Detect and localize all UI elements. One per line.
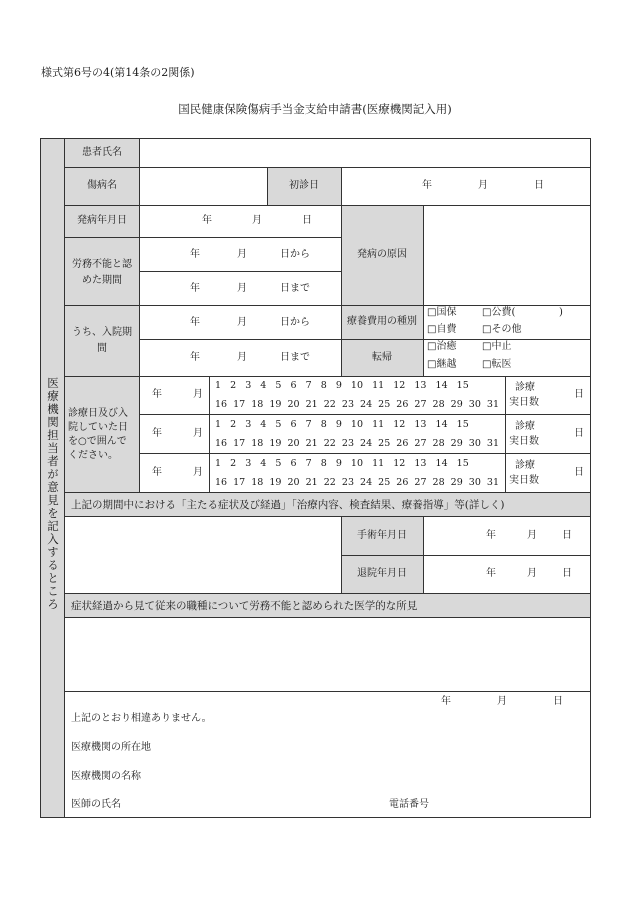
cost-option-kohi-close: ) xyxy=(559,307,563,318)
symptoms-section-header: 上記の期間中における「主たる症状及び経過」「治療内容、検査結果、療養指導」等(詳しく) xyxy=(71,499,505,511)
calendar-3-days-label2: 実日数 xyxy=(509,475,539,486)
first-visit-year: 年 xyxy=(422,180,432,191)
surgery-date-field[interactable] xyxy=(424,517,589,554)
incapacity-from-field[interactable] xyxy=(140,238,340,270)
treatment-days-label: 診療日及び入院していた日を○で囲んでください。 xyxy=(68,408,128,461)
surgery-year: 年 xyxy=(486,530,496,541)
certification-statement: 上記のとおり相違ありません。 xyxy=(71,713,212,724)
calendar-1-days-unit[interactable]: 日 xyxy=(574,389,584,400)
outcome-label: 転帰 xyxy=(372,352,392,363)
opinion-text-area[interactable] xyxy=(66,618,589,690)
calendar-3-month: 月 xyxy=(193,467,203,478)
incapacity-until-year: 年 xyxy=(190,283,200,294)
calendar-3-days-unit[interactable]: 日 xyxy=(574,467,584,478)
outcome-transferred[interactable]: □転医 xyxy=(482,359,512,370)
phone-field[interactable] xyxy=(451,794,583,814)
calendar-1-month: 月 xyxy=(193,389,203,400)
hospital-from-day: 日から xyxy=(280,317,310,328)
surgery-month: 月 xyxy=(527,530,537,541)
outcome-cured[interactable]: □治癒 xyxy=(427,341,457,352)
calendar-2-days-row2[interactable]: 16 17 18 19 20 21 22 23 24 25 26 27 28 29 30 31 xyxy=(215,438,500,449)
form-title: 国民健康保険傷病手当金支給申請書(医療機関記入用) xyxy=(178,102,452,116)
hospital-until-month: 月 xyxy=(237,352,247,363)
discharge-day: 日 xyxy=(562,568,572,579)
side-label: 医療機関担当者が意見を記入するところ xyxy=(46,377,60,611)
facility-name-field[interactable] xyxy=(161,766,581,786)
disease-name-field[interactable] xyxy=(140,168,266,204)
calendar-3-days-label: 診療 xyxy=(515,460,535,471)
calendar-1-days-label: 診療 xyxy=(515,382,535,393)
calendar-2-days-row1[interactable]: 1 2 3 4 5 6 7 8 9 10 11 12 13 14 15 xyxy=(215,419,469,430)
discharge-year: 年 xyxy=(486,568,496,579)
calendar-2-days-label: 診療 xyxy=(515,421,535,432)
onset-cause-label: 発病の原因 xyxy=(357,249,407,260)
onset-month: 月 xyxy=(252,215,262,226)
incapacity-from-day: 日から xyxy=(280,249,310,260)
outcome-continued[interactable]: □継越 xyxy=(427,359,457,370)
calendar-month-3[interactable] xyxy=(140,454,208,491)
phone-label: 電話番号 xyxy=(389,799,429,810)
incapacity-until-field[interactable] xyxy=(140,272,340,304)
calendar-month-2[interactable] xyxy=(140,415,208,452)
certify-year: 年 xyxy=(441,696,451,707)
calendar-2-days-label2: 実日数 xyxy=(509,436,539,447)
first-visit-month: 月 xyxy=(478,180,488,191)
opinion-section-header: 症状経過から見て従来の職種について労務不能と認められた医学的な所見 xyxy=(71,600,418,612)
cost-option-kohi[interactable]: □公費( xyxy=(482,307,516,318)
discharge-date-label: 退院年月日 xyxy=(357,568,407,579)
calendar-3-days-row2[interactable]: 16 17 18 19 20 21 22 23 24 25 26 27 28 29 30 31 xyxy=(215,477,500,488)
surgery-day: 日 xyxy=(562,530,572,541)
calendar-1-year: 年 xyxy=(152,389,162,400)
calendar-3-year: 年 xyxy=(152,467,162,478)
hospital-from-field[interactable] xyxy=(140,306,340,338)
outcome-stopped[interactable]: □中止 xyxy=(482,341,512,352)
hospitalization-label: うち、入院期間 xyxy=(72,327,132,354)
disease-name-label: 傷病名 xyxy=(87,180,117,191)
onset-date-label: 発病年月日 xyxy=(77,215,127,226)
patient-name-field[interactable] xyxy=(140,140,589,166)
calendar-2-month: 月 xyxy=(193,428,203,439)
first-visit-label: 初診日 xyxy=(289,180,319,191)
incapacity-from-month: 月 xyxy=(237,249,247,260)
hospital-until-year: 年 xyxy=(190,352,200,363)
incapacity-period-label: 労務不能と認めた期間 xyxy=(72,259,132,286)
calendar-month-1[interactable] xyxy=(140,377,208,413)
facility-address-label: 医療機関の所在地 xyxy=(71,742,151,753)
first-visit-day: 日 xyxy=(534,180,544,191)
first-visit-date-field[interactable] xyxy=(342,168,589,204)
side-label-column xyxy=(41,139,65,817)
incapacity-from-year: 年 xyxy=(190,249,200,260)
incapacity-until-day: 日まで xyxy=(280,283,310,294)
discharge-month: 月 xyxy=(527,568,537,579)
onset-date-field[interactable] xyxy=(140,206,340,236)
hospital-from-month: 月 xyxy=(237,317,247,328)
facility-name-label: 医療機関の名称 xyxy=(71,771,141,782)
certify-month: 月 xyxy=(497,696,507,707)
calendar-1-days-label2: 実日数 xyxy=(509,397,539,408)
hospital-from-year: 年 xyxy=(190,317,200,328)
cost-type-label: 療養費用の種別 xyxy=(347,316,417,327)
certify-date-field[interactable] xyxy=(401,695,589,711)
onset-day: 日 xyxy=(302,215,312,226)
calendar-2-year: 年 xyxy=(152,428,162,439)
onset-cause-field[interactable] xyxy=(424,206,589,304)
form-reference: 様式第6号の4(第14条の2関係) xyxy=(41,66,195,79)
onset-year: 年 xyxy=(202,215,212,226)
surgery-date-label: 手術年月日 xyxy=(357,530,407,541)
doctor-name-label: 医師の氏名 xyxy=(71,799,121,810)
certify-day: 日 xyxy=(553,696,563,707)
application-form xyxy=(40,138,591,818)
calendar-1-days-row1[interactable]: 1 2 3 4 5 6 7 8 9 10 11 12 13 14 15 xyxy=(215,380,469,391)
hospital-until-field[interactable] xyxy=(140,340,340,375)
cost-option-jihi[interactable]: □自費 xyxy=(427,324,457,335)
calendar-1-days-row2[interactable]: 16 17 18 19 20 21 22 23 24 25 26 27 28 29 30 31 xyxy=(215,399,500,410)
hospital-until-day: 日まで xyxy=(280,352,310,363)
calendar-3-days-row1[interactable]: 1 2 3 4 5 6 7 8 9 10 11 12 13 14 15 xyxy=(215,458,469,469)
patient-name-label: 患者氏名 xyxy=(82,147,122,158)
calendar-2-days-unit[interactable]: 日 xyxy=(574,428,584,439)
doctor-name-field[interactable] xyxy=(141,794,381,814)
cost-option-other[interactable]: □その他 xyxy=(482,324,522,335)
incapacity-until-month: 月 xyxy=(237,283,247,294)
symptoms-text-area[interactable] xyxy=(66,517,340,592)
discharge-date-field[interactable] xyxy=(424,556,589,592)
cost-option-kokuho[interactable]: □国保 xyxy=(427,307,457,318)
facility-address-field[interactable] xyxy=(161,737,581,757)
